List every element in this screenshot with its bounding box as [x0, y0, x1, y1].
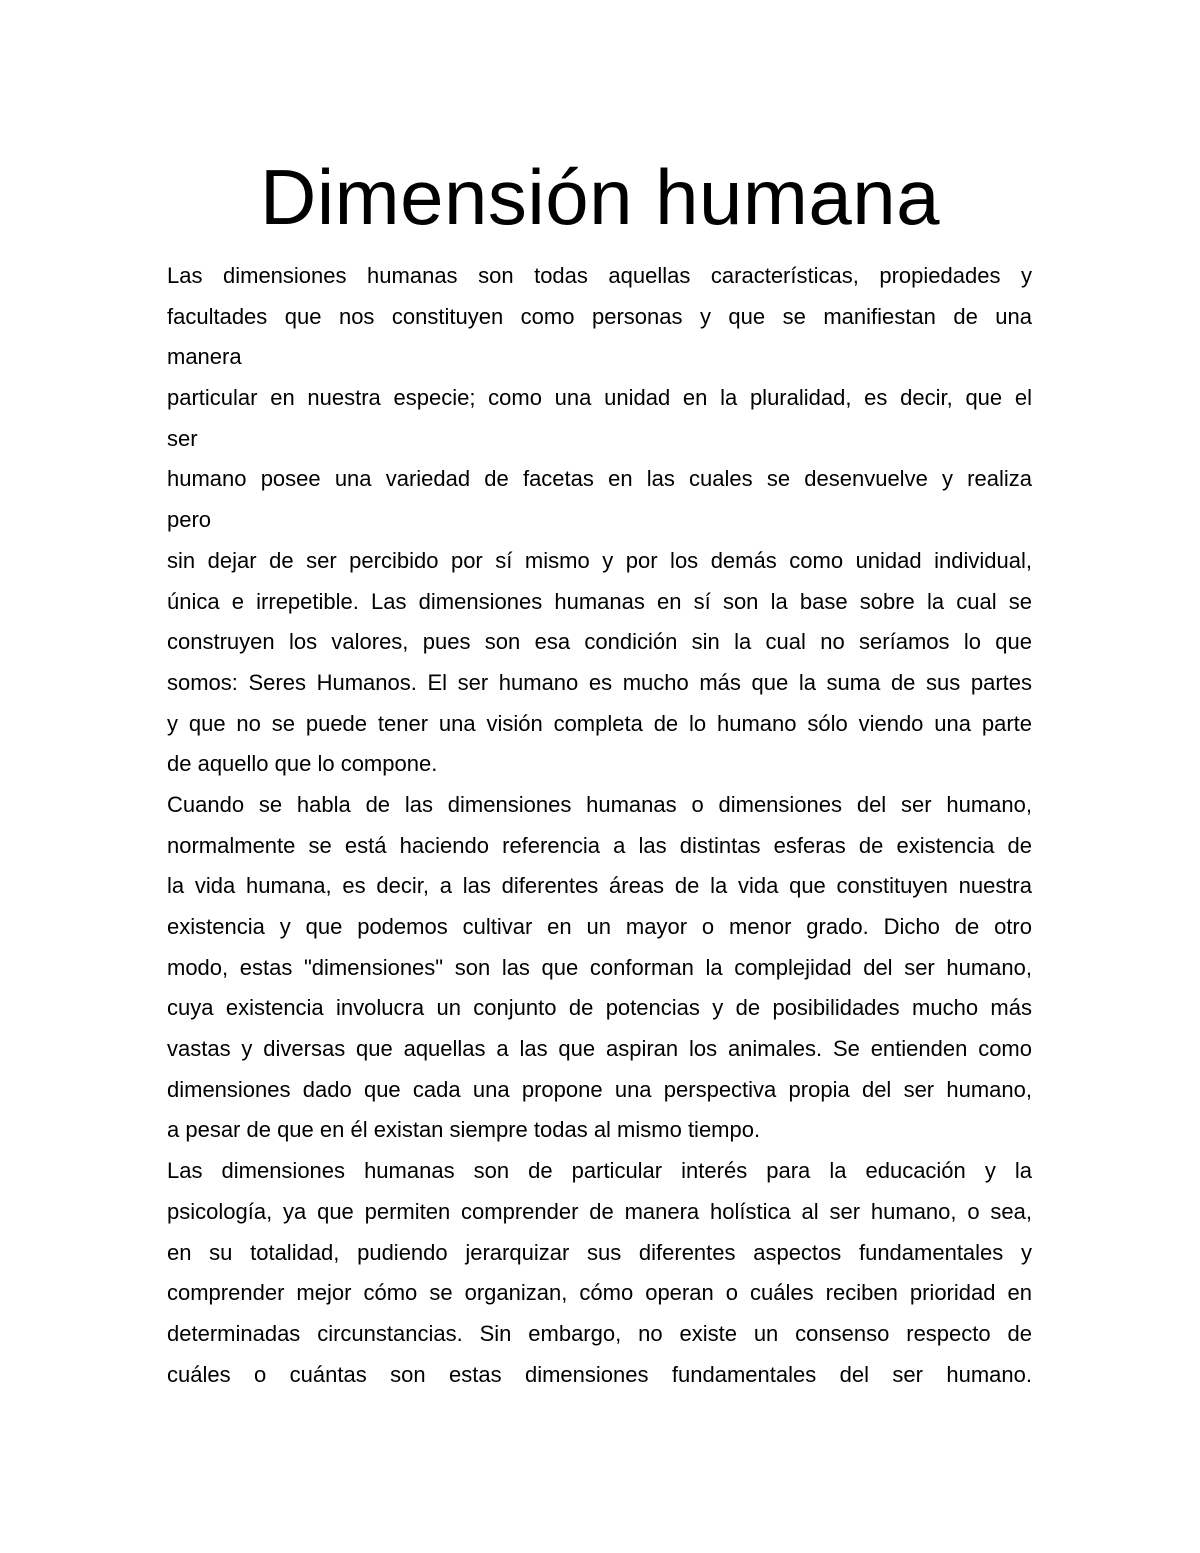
text-line: construyen los valores, pues son esa condición sin la cual no seríamos lo que [167, 629, 1032, 655]
text-line: la vida humana, es decir, a las diferentes áreas de la vida que constituyen nuestra [167, 873, 1032, 899]
text-line: psicología, ya que permiten comprender de manera holística al ser humano, o sea, [167, 1198, 1032, 1224]
text-line: de aquello que lo compone. [167, 751, 438, 777]
text-line: Las dimensiones humanas son de particular interés para la educación y la [167, 1158, 1032, 1184]
text-line: en su totalidad, pudiendo jerarquizar sus diferentes aspectos fundamentales y [167, 1239, 1032, 1265]
text-line: humano posee una variedad de facetas en las cuales se desenvuelve y realiza [167, 466, 1032, 492]
text-line: cuáles o cuántas son estas dimensiones fundamentales del ser humano. [167, 1361, 1032, 1387]
text-line: única e irrepetible. Las dimensiones humanas en sí son la base sobre la cual se [167, 588, 1032, 614]
text-line: sin dejar de ser percibido por sí mismo y por los demás como unidad individual, [167, 547, 1032, 573]
text-line: cuya existencia involucra un conjunto de potencias y de posibilidades mucho más [167, 995, 1032, 1021]
document-title: Dimensión humana [259, 153, 941, 241]
text-line: existencia y que podemos cultivar en un mayor o menor grado. Dicho de otro [167, 914, 1032, 939]
text-line: a pesar de que en él existan siempre todas al mismo tiempo. [167, 1117, 761, 1143]
text-line: determinadas circunstancias. Sin embargo, no existe un consenso respecto de [167, 1320, 1032, 1346]
text-line: modo, estas "dimensiones" son las que conforman la complejidad del ser humano, [167, 954, 1032, 980]
text-line: normalmente se está haciendo referencia a las distintas esferas de existencia de [167, 832, 1032, 858]
text-line: pero [167, 507, 212, 533]
text-line: y que no se puede tener una visión completa de lo humano sólo viendo una parte [167, 710, 1032, 736]
text-line: particular en nuestra especie; como una unidad en la pluralidad, es decir, que el [167, 385, 1032, 411]
text-line: Las dimensiones humanas son todas aquellas características, propiedades y [167, 263, 1032, 288]
text-line: dimensiones dado que cada una propone una perspectiva propia del ser humano, [167, 1076, 1032, 1102]
text-line: comprender mejor cómo se organizan, cómo operan o cuáles reciben prioridad en [167, 1280, 1032, 1306]
text-line: facultades que nos constituyen como personas y que se manifiestan de una [167, 303, 1032, 329]
text-line: vastas y diversas que aquellas a las que aspiran los animales. Se entienden como [167, 1036, 1032, 1062]
document-body [167, 256, 1032, 1395]
text-line: ser [167, 425, 198, 451]
text-line: manera [167, 344, 242, 370]
text-line: somos: Seres Humanos. El ser humano es mucho más que la suma de sus partes [167, 669, 1032, 695]
text-line: Cuando se habla de las dimensiones humanas o dimensiones del ser humano, [167, 791, 1032, 817]
